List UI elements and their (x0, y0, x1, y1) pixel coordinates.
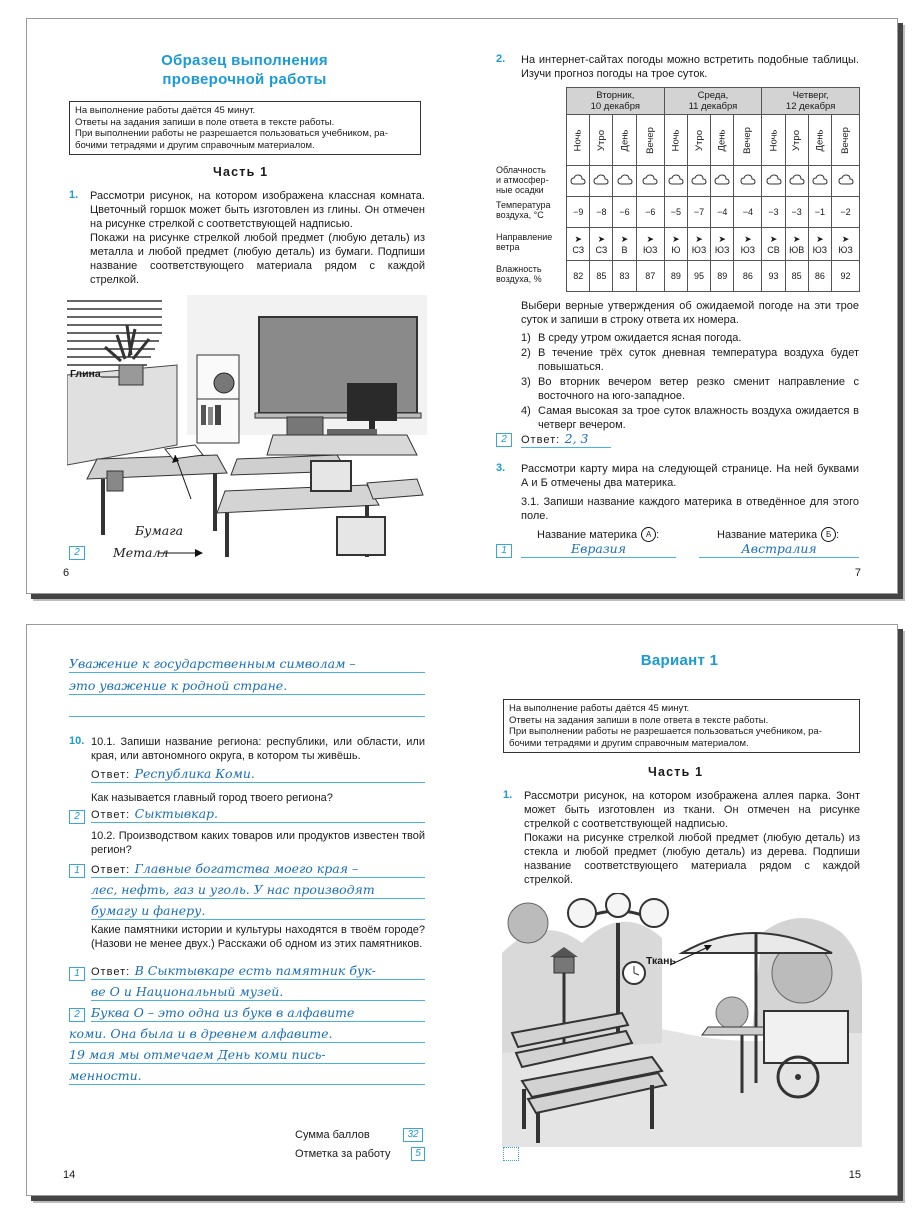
spread-pages-14-15 (26, 624, 898, 1196)
mainland-b-label: Название материка Б : (717, 528, 840, 541)
option-text: Во вторник вечером ветер резко сменит направление с восточного на юго-западное. (538, 376, 859, 402)
time-of-day-label: Ночь (572, 129, 584, 151)
humidity-cell: 86 (808, 261, 832, 292)
page-number: 15 (848, 1169, 861, 1181)
handwriting-line (69, 699, 425, 717)
spread-pages-6-7 (26, 18, 898, 594)
score-box: 1 (69, 864, 85, 878)
row-label-line: воздуха, °С (496, 210, 544, 220)
score-box: 2 (69, 810, 85, 824)
day-date: 10 декабря (590, 101, 641, 112)
wind-cell (567, 228, 590, 261)
day-name: Четверг, (792, 90, 829, 101)
wind-direction: ЮЗ (838, 244, 853, 255)
answer-line (91, 765, 425, 783)
row-label-line: ветра (496, 242, 520, 252)
answer-label: Ответ: (91, 769, 131, 781)
part-title: Часть 1 (213, 165, 269, 179)
wind-cell (785, 228, 808, 261)
temperature-cell: −8 (590, 197, 613, 228)
wind-cell (832, 228, 860, 261)
day-date: 11 декабря (688, 101, 738, 112)
humidity-cell: 87 (636, 261, 664, 292)
instructions-box (503, 699, 860, 753)
answer-line (521, 430, 611, 448)
time-of-day-label: Утро (791, 129, 803, 151)
time-of-day-cell (567, 115, 590, 166)
instruction-line: бочими тетрадями и другим справочным материалом. (509, 737, 749, 749)
wind-cell (664, 228, 687, 261)
title-line: проверочной работы (162, 71, 327, 88)
answer-line-b (699, 540, 859, 558)
page-number: 7 (854, 567, 861, 579)
answer-value: Австралия (741, 541, 817, 556)
answer-label: Ответ: (91, 864, 131, 876)
humidity-cell: 85 (590, 261, 613, 292)
wind-direction: СВ (767, 244, 780, 255)
answer-line (91, 860, 425, 878)
cloud-icon (688, 166, 711, 197)
time-of-day-label: Вечер (840, 126, 852, 154)
humidity-cell: 92 (832, 261, 860, 292)
wind-cell (613, 228, 637, 261)
page-number: 14 (63, 1169, 76, 1181)
instruction-line: На выполнение работы даётся 45 минут. (509, 703, 690, 714)
row-label-humidity (496, 264, 542, 284)
row-label-wind (496, 232, 552, 252)
title-line: Образец выполнения (161, 52, 328, 69)
answer-line-a (521, 540, 676, 558)
day-name: Вторник, (596, 90, 635, 101)
cloud-icon (567, 166, 590, 197)
answer-line (91, 962, 425, 980)
humidity-cell: 93 (762, 261, 785, 292)
wind-direction: ЮЗ (714, 244, 730, 255)
option-item (521, 375, 859, 403)
option-item (521, 404, 859, 432)
humidity-cell: 82 (567, 261, 590, 292)
time-of-day-cell (808, 115, 832, 166)
question-number: 1. (503, 789, 513, 801)
page-number: 6 (63, 567, 70, 579)
temperature-cell: −4 (734, 197, 762, 228)
wind-arrow-icon: ➤ (574, 233, 582, 244)
answer-label: Ответ: (91, 966, 131, 978)
score-box-empty (503, 1147, 519, 1161)
temperature-cell: −3 (762, 197, 785, 228)
answer-value: В Сыктывкаре есть памятник бук- (134, 963, 376, 978)
label-paper: Бумага (135, 523, 184, 538)
option-number: 3) (521, 376, 531, 388)
answer-value: Буква О – это одна из букв в алфавите (91, 1005, 355, 1020)
wind-direction: Ю (671, 244, 681, 255)
instruction-line: При выполнении работы не разрешается пользоваться учебником, ра- (75, 128, 388, 139)
page-7 (462, 19, 897, 593)
time-of-day-label: День (814, 129, 826, 151)
option-item (521, 331, 859, 345)
wind-arrow-icon: ➤ (672, 233, 680, 244)
time-of-day-label: Ночь (670, 129, 682, 151)
day-header-thursday (762, 88, 860, 115)
answer-value: Сыктывкар. (134, 806, 219, 821)
answer-label: Ответ: (521, 434, 561, 446)
wind-direction: ЮЗ (812, 244, 828, 255)
score-box: 2 (69, 1008, 85, 1022)
row-label-temperature (496, 200, 551, 220)
cloud-icon (710, 166, 734, 197)
wind-arrow-icon: ➤ (744, 233, 752, 244)
option-number: 4) (521, 405, 531, 417)
answer-line (69, 1025, 425, 1043)
page-15 (462, 625, 897, 1195)
answer-value: коми. Она была и в древнем алфавите. (69, 1026, 333, 1041)
cloud-icon (734, 166, 762, 197)
wind-arrow-icon: ➤ (718, 233, 726, 244)
wind-cell (808, 228, 832, 261)
question-paragraph: Покажи на рисунке стрелкой любой предмет (любую деталь) из стекла и любой предмет (любую деталь) из дерева. Подпиши название соответствующего материала рядом с каждой стрелкой. (524, 832, 860, 886)
answer-value: Главные богатства моего края – (134, 861, 359, 876)
label-fabric: Ткань (646, 955, 676, 967)
row-label-line: ные осадки (496, 185, 544, 195)
answer-line (69, 1046, 425, 1064)
humidity-cell: 95 (688, 261, 711, 292)
question-text: Какие памятники истории и культуры находятся в твоём городе? (Назови не менее двух.) Расскажи об одном из этих памятников. (91, 924, 425, 950)
time-of-day-cell (590, 115, 613, 166)
cloud-icon (613, 166, 637, 197)
answer-label: Ответ: (91, 809, 131, 821)
question-number: 2. (496, 53, 506, 65)
score-box: 2 (69, 546, 85, 560)
page-6 (27, 19, 462, 593)
answer-value: Республика Коми. (134, 766, 255, 781)
humidity-cell: 89 (664, 261, 687, 292)
time-of-day-row (567, 115, 860, 166)
option-text: В среду утром ожидается ясная погода. (538, 332, 742, 344)
temperature-cell: −6 (636, 197, 664, 228)
mark-a: А (641, 527, 656, 542)
humidity-cell: 89 (710, 261, 734, 292)
instructions-box (69, 101, 421, 155)
option-text: В течение трёх суток дневная температура воздуха будет повышаться. (538, 347, 859, 373)
option-item (521, 346, 859, 374)
question-paragraph: Рассмотри рисунок, на котором изображена аллея парка. Зонт может быть изготовлен из ткани. Он отмечен на рисунке стрелкой с соответствующей надписью. (524, 790, 860, 830)
wind-arrow-icon: ➤ (620, 233, 629, 244)
wind-cell (636, 228, 664, 261)
options-list (521, 331, 859, 433)
grade-value: 5 (411, 1147, 425, 1161)
wind-direction: ЮЗ (740, 244, 756, 255)
time-of-day-cell (613, 115, 637, 166)
question-text: Рассмотри карту мира на следующей странице. На ней буквами А и Б отмечены два материка. (521, 463, 859, 489)
time-of-day-cell (832, 115, 860, 166)
page-14 (27, 625, 462, 1195)
instruction-line: Ответы на задания запиши в поле ответа в тексте работы. (509, 714, 769, 726)
question-text: Как называется главный город твоего региона? (91, 792, 333, 804)
day-date: 12 декабря (785, 101, 836, 112)
classroom-illustration (67, 295, 427, 559)
row-label-line: Облачность (496, 165, 546, 175)
answer-line (91, 1004, 425, 1022)
handwritten-text: это уважение к родной стране. (69, 678, 288, 693)
handwritten-text: Уважение к государственным символам – (69, 656, 356, 671)
wind-arrow-icon: ➤ (646, 233, 654, 244)
time-of-day-cell (785, 115, 808, 166)
instruction-line: бочими тетрадями и другим справочным материалом. (75, 139, 315, 151)
cloud-icon (664, 166, 687, 197)
handwriting-line (69, 677, 425, 695)
row-label-line: Температура (496, 200, 551, 210)
park-illustration (502, 893, 862, 1147)
score-box: 1 (496, 544, 512, 558)
wind-arrow-icon: ➤ (792, 233, 801, 244)
time-of-day-label: Ночь (768, 129, 780, 151)
option-text: Самая высокая за трое суток влажность воздуха ожидается в четверг вечером. (538, 405, 859, 431)
time-of-day-label: Вечер (644, 126, 656, 154)
row-label-line: Влажность (496, 264, 542, 274)
variant-title: Вариант 1 (640, 652, 719, 669)
temperature-cell: −6 (613, 197, 637, 228)
time-of-day-cell (762, 115, 785, 166)
time-of-day-label: День (716, 129, 728, 151)
weather-table (566, 87, 860, 292)
cloud-icon (832, 166, 860, 197)
day-header-wednesday (664, 88, 762, 115)
time-of-day-cell (734, 115, 762, 166)
temperature-cell: −5 (664, 197, 687, 228)
answer-value: бумагу и фанеру. (91, 903, 206, 918)
instruction-line: Ответы на задания запиши в поле ответа в тексте работы. (75, 116, 335, 128)
answer-value: 2, 3 (564, 431, 589, 446)
answer-line (91, 983, 425, 1001)
day-header-tuesday (567, 88, 665, 115)
wind-direction: СЗ (572, 244, 585, 255)
humidity-cell: 86 (734, 261, 762, 292)
question-text: 10.2. Производством каких товаров или продуктов известен твой регион? (91, 830, 425, 856)
wind-direction: ЮВ (789, 244, 805, 255)
wind-cell (710, 228, 734, 261)
temperature-cell: −7 (688, 197, 711, 228)
answer-value: ве О и Национальный музей. (91, 984, 284, 999)
row-label-line: и атмосфер- (496, 175, 549, 185)
answer-line (91, 805, 425, 823)
answer-line (91, 881, 425, 899)
row-label-line: воздуха, % (496, 274, 542, 284)
temperature-cell: −4 (710, 197, 734, 228)
cloud-icon (636, 166, 664, 197)
part-title: Часть 1 (648, 765, 704, 779)
cloud-row (567, 166, 860, 197)
time-of-day-label: День (619, 129, 631, 151)
question-number: 3. (496, 462, 506, 474)
time-of-day-cell (664, 115, 687, 166)
question-paragraph: Покажи на рисунке стрелкой любой предмет (любую деталь) из металла и любой предмет (любую деталь) из бумаги. Подпиши название соответствующего материала рядом с каждой стрелкой. (90, 232, 425, 286)
instruction-line: При выполнении работы не разрешается пользоваться учебником, ра- (509, 726, 822, 737)
question-text: 10.1. Запиши название региона: республики, или области, или края, или автономного округа, в котором ты живёшь. (91, 736, 425, 762)
humidity-cell: 83 (613, 261, 637, 292)
wind-cell (688, 228, 711, 261)
sum-label: Сумма баллов (295, 1129, 370, 1141)
wind-direction: СЗ (595, 244, 608, 255)
wind-direction: ЮЗ (642, 244, 658, 255)
humidity-cell: 85 (785, 261, 808, 292)
mark-b: Б (821, 527, 836, 542)
sum-value: 32 (403, 1128, 423, 1142)
temperature-cell: −3 (785, 197, 808, 228)
humidity-row (567, 261, 860, 292)
wind-arrow-icon: ➤ (841, 233, 850, 244)
cloud-icon (590, 166, 613, 197)
temperature-cell: −9 (567, 197, 590, 228)
option-number: 2) (521, 347, 531, 359)
wind-direction: ЮЗ (691, 244, 707, 255)
answer-value: лес, нефть, газ и уголь. У нас производят (91, 882, 375, 897)
mainland-label-text: Название материка (537, 528, 638, 541)
answer-value: Евразия (571, 541, 626, 556)
time-of-day-cell (636, 115, 664, 166)
question-instruction: Выбери верные утверждения об ожидаемой погоде на эти трое суток и запиши в строку ответа их номера. (521, 300, 859, 326)
time-of-day-cell (710, 115, 734, 166)
answer-line (69, 1067, 425, 1085)
time-of-day-label: Вечер (742, 126, 754, 154)
option-number: 1) (521, 332, 531, 344)
wind-cell (590, 228, 613, 261)
question-paragraph: Рассмотри рисунок, на котором изображена классная комната. Цветочный горшок может быть изготовлен из глины. Он отмечен на рисунке стрелкой с соответствующей надписью. (90, 190, 425, 230)
mainland-label-text: Название материка (717, 528, 818, 541)
question-text (90, 189, 425, 287)
cloud-icon (785, 166, 808, 197)
wind-arrow-icon: ➤ (597, 233, 606, 244)
wind-arrow-icon: ➤ (816, 233, 824, 244)
cloud-icon (762, 166, 785, 197)
question-text: На интернет-сайтах погоды можно встретить подобные таблицы. Изучи прогноз погоды на трое суток. (521, 54, 859, 80)
wind-row (567, 228, 860, 261)
question-text (524, 789, 860, 887)
wind-cell (734, 228, 762, 261)
page-title (27, 51, 462, 89)
cloud-icon (808, 166, 832, 197)
temperature-row (567, 197, 860, 228)
wind-arrow-icon: ➤ (769, 233, 778, 244)
answer-value: менности. (69, 1068, 142, 1083)
score-box: 2 (496, 433, 512, 447)
row-label-line: Направление (496, 232, 553, 242)
wind-direction: В (621, 244, 628, 255)
question-number: 10. (69, 735, 85, 747)
time-of-day-label: Утро (693, 129, 705, 151)
time-of-day-cell (688, 115, 711, 166)
temperature-cell: −1 (808, 197, 832, 228)
grade-label: Отметка за работу (295, 1148, 391, 1160)
mainland-a-label: Название материка А : (537, 528, 660, 541)
instruction-line: На выполнение работы даётся 45 минут. (75, 105, 256, 116)
time-of-day-label: Утро (595, 129, 607, 151)
subquestion-text: 3.1. Запиши название каждого материка в отведённое для этого поле. (521, 496, 859, 522)
answer-line (91, 902, 425, 920)
label-clay: Глина (70, 368, 101, 380)
day-name: Среда, (697, 90, 729, 101)
temperature-cell: −2 (832, 197, 860, 228)
wind-arrow-icon: ➤ (695, 233, 703, 244)
handwriting-line (69, 655, 425, 673)
answer-value: 19 мая мы отмечаем День коми пись- (69, 1047, 326, 1062)
wind-cell (762, 228, 785, 261)
score-box: 1 (69, 967, 85, 981)
row-label-clouds (496, 165, 549, 195)
label-metal: Металл (113, 545, 169, 560)
question-number: 1. (69, 189, 79, 201)
